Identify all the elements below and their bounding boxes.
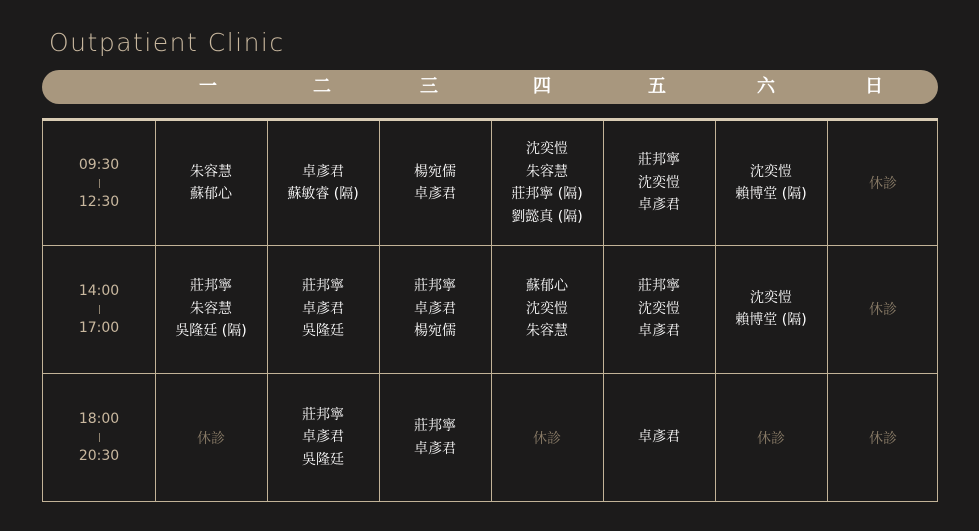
- weekday-header-bar: [42, 70, 938, 104]
- session-start-time: 18:00: [78, 411, 120, 427]
- doctor-name: 蘇郁心: [190, 186, 232, 202]
- doctor-name: 沈奕愷: [638, 300, 680, 317]
- schedule-cell: [715, 373, 827, 502]
- session-end-time: 12:30: [78, 193, 120, 210]
- schedule-cell: [715, 121, 827, 245]
- weekday-header-1: 一: [199, 76, 217, 97]
- page-title: Outpatient Clinic: [49, 28, 285, 57]
- doctor-name: 劉懿真 (隔): [511, 208, 583, 225]
- schedule-cell: [267, 373, 379, 502]
- doctor-name: 蘇郁心: [526, 278, 568, 295]
- schedule-cell: [379, 373, 491, 502]
- doctor-name: 卓彥君: [638, 323, 680, 340]
- schedule-cell: [603, 245, 715, 373]
- doctor-name: 賴博堂 (隔): [735, 186, 807, 202]
- doctor-name: 莊邦寧 (隔): [511, 186, 583, 202]
- time-separator: [99, 179, 100, 188]
- schedule-cell: [827, 373, 939, 502]
- schedule-cell: [155, 121, 267, 245]
- doctor-name: 沈奕愷: [526, 141, 568, 157]
- session-time: [43, 121, 155, 245]
- doctor-name: 莊邦寧: [302, 406, 344, 423]
- session-end-time: 17:00: [78, 319, 120, 336]
- weekday-header-7: 日: [865, 76, 883, 97]
- doctor-name: 卓彥君: [414, 186, 456, 202]
- session-start-time: 14:00: [78, 282, 120, 299]
- doctor-name: 莊邦寧: [638, 152, 680, 169]
- doctor-name: 朱容慧: [190, 163, 232, 180]
- schedule-cell: [379, 245, 491, 373]
- schedule-cell: [379, 121, 491, 245]
- schedule-cell: [603, 373, 715, 502]
- doctor-name: 莊邦寧: [414, 418, 456, 434]
- weekday-header-3: 三: [420, 76, 438, 97]
- doctor-name: 沈奕愷: [638, 174, 680, 191]
- weekday-header-2: 二: [313, 76, 331, 97]
- doctor-name: 沈奕愷: [750, 163, 792, 180]
- time-separator: [99, 433, 100, 442]
- doctor-name: 沈奕愷: [750, 289, 792, 306]
- schedule-cell: [827, 245, 939, 373]
- schedule-cell: [155, 245, 267, 373]
- schedule-cell: [267, 245, 379, 373]
- time-separator: [99, 305, 100, 314]
- doctor-name: 朱容慧: [526, 163, 568, 180]
- schedule-cell: [827, 121, 939, 245]
- doctor-name: 沈奕愷: [526, 300, 568, 317]
- doctor-name: 賴博堂 (隔): [735, 312, 807, 328]
- doctor-name: 楊宛儒: [414, 163, 456, 180]
- schedule-cell: [267, 121, 379, 245]
- schedule-cell: [491, 245, 603, 373]
- doctor-name: 蘇敏睿 (隔): [287, 186, 359, 202]
- closed-label: 休診: [197, 430, 225, 447]
- schedule-cell: [603, 121, 715, 245]
- doctor-name: 吳隆廷 (隔): [175, 323, 247, 340]
- schedule-cell: [491, 373, 603, 502]
- doctor-name: 吳隆廷: [302, 451, 344, 468]
- weekday-header-6: 六: [757, 76, 775, 97]
- weekday-header-5: 五: [648, 76, 666, 97]
- session-time: [43, 373, 155, 502]
- weekday-header-4: 四: [533, 76, 551, 97]
- session-time: [43, 245, 155, 373]
- doctor-name: 吳隆廷: [302, 323, 344, 340]
- schedule-cell: [155, 373, 267, 502]
- closed-label: 休診: [869, 430, 897, 447]
- session-start-time: 09:30: [78, 156, 120, 173]
- doctor-name: 卓彥君: [638, 429, 680, 446]
- closed-label: 休診: [757, 430, 785, 447]
- doctor-name: 朱容慧: [190, 300, 232, 317]
- doctor-name: 卓彥君: [302, 300, 344, 317]
- closed-label: 休診: [533, 430, 561, 447]
- doctor-name: 卓彥君: [302, 163, 344, 180]
- schedule-cell: [491, 121, 603, 245]
- session-end-time: 20:30: [78, 448, 120, 464]
- doctor-name: 莊邦寧: [638, 278, 680, 295]
- closed-label: 休診: [869, 176, 897, 192]
- schedule-table: [42, 121, 938, 502]
- doctor-name: 楊宛儒: [414, 323, 456, 340]
- doctor-name: 卓彥君: [638, 197, 680, 214]
- doctor-name: 莊邦寧: [190, 278, 232, 295]
- doctor-name: 朱容慧: [526, 323, 568, 340]
- doctor-name: 卓彥君: [302, 429, 344, 446]
- closed-label: 休診: [869, 302, 897, 318]
- doctor-name: 莊邦寧: [414, 278, 456, 295]
- schedule-cell: [715, 245, 827, 373]
- doctor-name: 莊邦寧: [302, 278, 344, 295]
- doctor-name: 卓彥君: [414, 440, 456, 457]
- doctor-name: 卓彥君: [414, 300, 456, 317]
